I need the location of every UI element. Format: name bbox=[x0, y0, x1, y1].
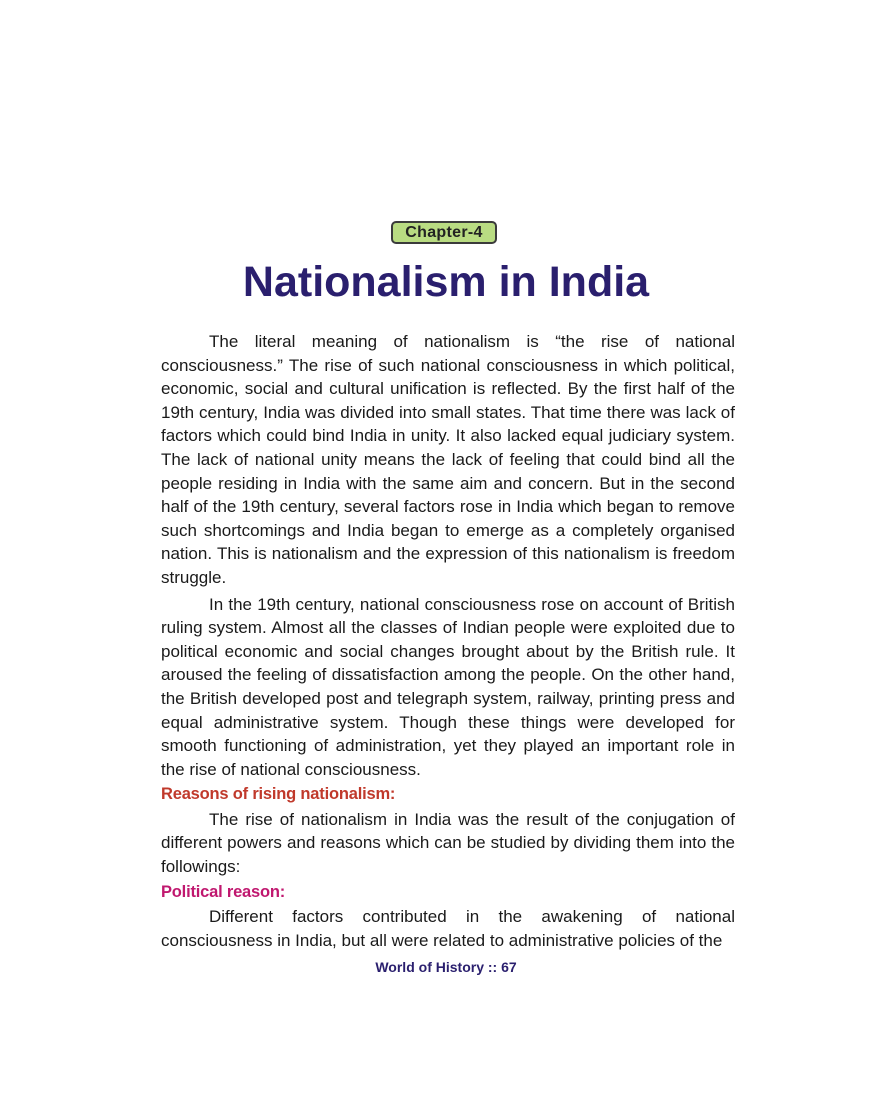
section-heading-reasons: Reasons of rising nationalism: bbox=[161, 785, 396, 804]
paragraph-intro: The literal meaning of nationalism is “the rise of national consciousness.” The rise of such national consciousness in which political, economic, social and cultural unification is reflected. By the first half of the 19th century, India was divided into small states. That time there was lack of factors which could bind India in unity. It also lacked equal judiciary system. The lack of national unity means the lack of feeling that could bind all the people residing in India with the same aim and concern. But in the second half of the 19th century, several factors rose in India which began to remove such shortcomings and India began to emerge as a completely organised nation. This is nationalism and the expression of this nationalism is freedom struggle. bbox=[161, 332, 735, 587]
paragraph-political: Different factors contributed in the awakening of national consciousness in India, but all were related to administrative policies of the bbox=[161, 907, 735, 950]
page-footer: World of History :: 67 bbox=[375, 959, 517, 975]
paragraph-british-rule: In the 19th century, national consciousness rose on account of British ruling system. Almost all the classes of Indian people were exploited due to political economic and social changes brought about by the British rule. It aroused the feeling of dissatisfaction among the people. On the other hand, the British developed post and telegraph system, railway, printing press and equal administrative system. Though these things were developed for smooth functioning of administration, yet they played an important role in the rise of national consciousness. bbox=[161, 594, 735, 779]
section-heading-political: Political reason: bbox=[161, 882, 286, 901]
chapter-label-badge: Chapter-4 bbox=[391, 221, 497, 244]
chapter-body bbox=[161, 330, 735, 952]
chapter-title: Nationalism in India bbox=[242, 258, 650, 306]
paragraph-reasons: The rise of nationalism in India was the result of the conjugation of different powers and reasons which can be studied by dividing them into the followings: bbox=[161, 809, 735, 877]
